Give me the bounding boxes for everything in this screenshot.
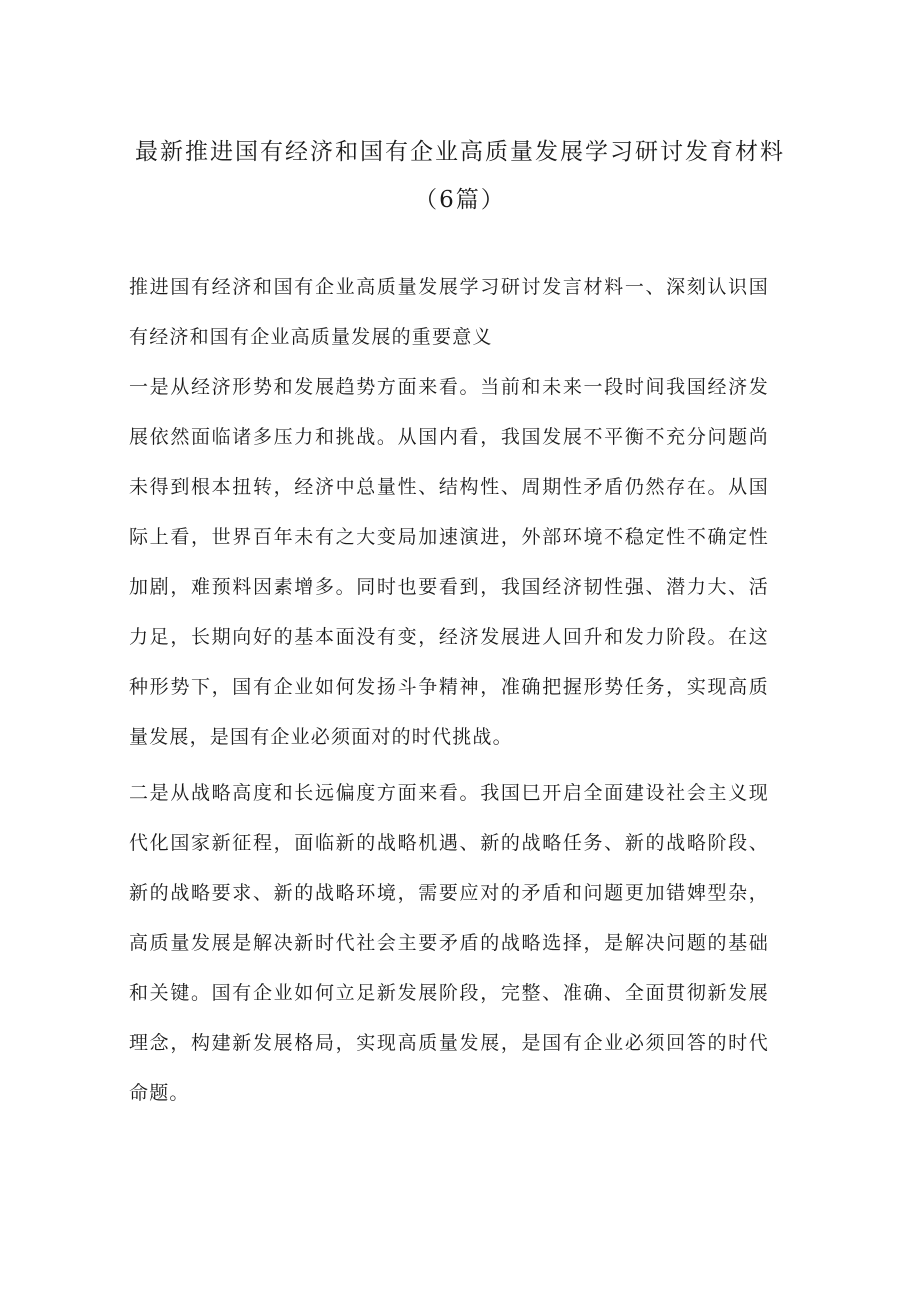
document-body [129,262,769,1124]
document-title: 最新推进国有经济和国有企业高质量发展学习研讨发育材料（6篇） [135,139,785,213]
section-heading: 推进国有经济和国有企业高质量发展学习研讨发言材料一、深刻认识国有经济和国有企业高质量发展的重要意义 [129,276,769,348]
paragraph-economic-situation: 一是从经济形势和发展趋势方面来看。当前和未来一段时间我国经济发展依然面临诸多压力和挑战。从国内看，我国发展不平衡不充分问题尚未得到根本扭转，经济中总量性、结构性、周期性矛盾仍然存在。从国际上看，世界百年未有之大变局加速演进，外部环境不稳定性不确定性加剧，难预料因素增多。同时也要看到，我国经济韧性强、潜力大、活力足，长期向好的基本面没有变，经济发展进人回升和发力阶段。在这种形势下，国有企业如何发扬斗争精神，准确把握形势任务，实现高质量发展，是国有企业必须面对的时代挑战。 [129,376,769,748]
paragraph-strategic-height: 二是从战略高度和长远偏度方面来看。我国巳开启全面建设社会主义现代化国家新征程，面临新的战略机遇、新的战略任务、新的战略阶段、新的战略要求、新的战略环境，需要应对的矛盾和问题更加错婢型杂，高质量发展是解决新时代社会主要矛盾的战略选择，是解决问题的基础和关键。国有企业如何立足新发展阶段，完整、准确、全面贯彻新发展理念，构建新发展格局，实现高质量发展，是国有企业必须回答的时代命题。 [129,782,769,1104]
